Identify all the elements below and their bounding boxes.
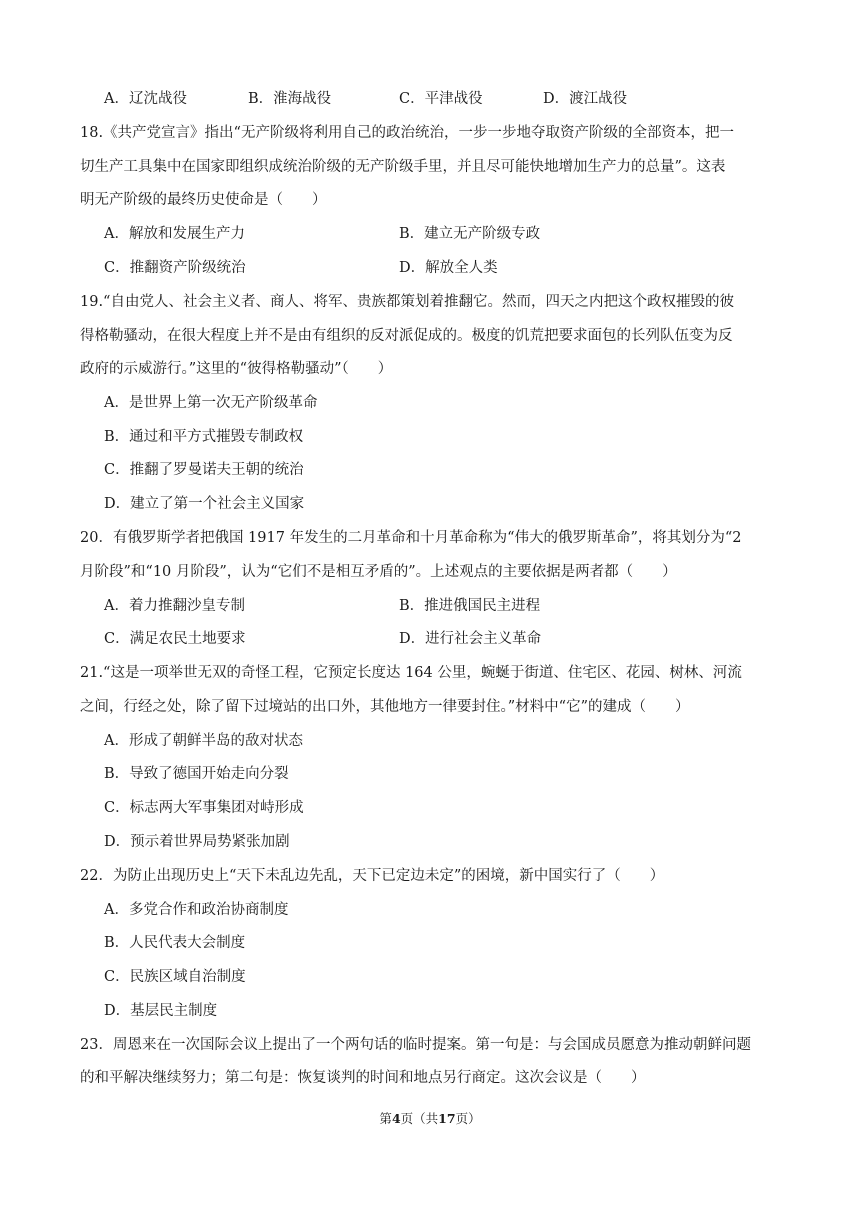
q17-option-b: B．淮海战役 — [248, 91, 332, 107]
q18-option-d: D．解放全人类 — [399, 260, 498, 276]
q19-stem-line: 政府的示威游行。”这里的“彼得格勒骚动”（ ） — [80, 361, 393, 377]
q23-stem-line: 的和平解决继续努力；第二句是：恢复谈判的时间和地点另行商定。这次会议是（ ） — [80, 1070, 646, 1086]
q21-option-c: C．标志两大军事集团对峙形成 — [104, 800, 304, 816]
q19-stem-line: 得格勒骚动，在很大程度上并不是由有组织的反对派促成的。极度的饥荒把要求面包的长列队伍变为反 — [80, 328, 733, 344]
q20-option-d: D．进行社会主义革命 — [399, 631, 542, 647]
page-footer — [0, 1110, 860, 1128]
footer-suffix: 页） — [455, 1111, 481, 1126]
q17-option-c: C．平津战役 — [399, 91, 483, 107]
q17-option-d: D．渡江战役 — [543, 91, 628, 107]
footer-prefix: 第 — [379, 1111, 392, 1126]
q22-option-c: C．民族区域自治制度 — [104, 969, 246, 985]
q21-option-a: A．形成了朝鲜半岛的敌对状态 — [104, 733, 303, 749]
current-page-number: 4 — [391, 1111, 401, 1126]
footer-mid: 页（共 — [400, 1111, 439, 1126]
q20-option-b: B．推进俄国民主进程 — [399, 598, 541, 614]
q22-option-a: A．多党合作和政治协商制度 — [104, 902, 289, 918]
q18-option-c: C．推翻资产阶级统治 — [104, 260, 246, 276]
q19-option-d: D．建立了第一个社会主义国家 — [104, 496, 305, 512]
q18-stem-line: 切生产工具集中在国家即组织成统治阶级的无产阶级手里，并且尽可能快地增加生产力的总量”。这表 — [80, 159, 726, 175]
q18-option-a: A．解放和发展生产力 — [104, 226, 245, 242]
total-page-count: 17 — [438, 1111, 456, 1126]
q19-option-a: A．是世界上第一次无产阶级革命 — [104, 395, 318, 411]
q20-option-c: C．满足农民土地要求 — [104, 631, 246, 647]
q21-stem-line: 之间，行经之处，除了留下过境站的出口外，其他地方一律要封住。”材料中“它”的建成（ ） — [80, 699, 690, 715]
q18-stem-line: 明无产阶级的最终历史使命是（ ） — [80, 192, 327, 208]
q18-stem-line: 18.《共产党宣言》指出“无产阶级将利用自己的政治统治，一步一步地夺取资产阶级的全部资本，把一 — [80, 125, 734, 141]
q21-option-b: B．导致了德国开始走向分裂 — [104, 766, 289, 782]
q22-option-d: D．基层民主制度 — [104, 1003, 218, 1019]
q19-option-b: B．通过和平方式摧毁专制政权 — [104, 429, 304, 445]
q23-stem-line: 23．周恩来在一次国际会议上提出了一个两句话的临时提案。第一句是：与会国成员愿意为推动朝鲜问题 — [80, 1037, 751, 1053]
q20-stem-line: 月阶段”和“10 月阶段”，认为“它们不是相互矛盾的”。上述观点的主要依据是两者都（ ） — [80, 564, 677, 580]
q17-option-a: A．辽沈战役 — [104, 91, 187, 107]
q21-stem-line: 21.“这是一项举世无双的奇怪工程，它预定长度达 164 公里，蜿蜒于街道、住宅区、花园、树林、河流 — [80, 665, 742, 681]
q20-stem-line: 20．有俄罗斯学者把俄国 1917 年发生的二月革命和十月革命称为“伟大的俄罗斯革命”，将其划分为“2 — [80, 530, 742, 546]
q22-option-b: B．人民代表大会制度 — [104, 935, 246, 951]
q18-option-b: B．建立无产阶级专政 — [399, 226, 541, 242]
q19-option-c: C．推翻了罗曼诺夫王朝的统治 — [104, 462, 304, 478]
q20-option-a: A．着力推翻沙皇专制 — [104, 598, 245, 614]
q21-option-d: D．预示着世界局势紧张加剧 — [104, 834, 290, 850]
q19-stem-line: 19.“自由党人、社会主义者、商人、将军、贵族都策划着推翻它。然而，四天之内把这个政权摧毁的彼 — [80, 294, 734, 310]
q22-stem-line: 22．为防止出现历史上“天下未乱边先乱，天下已定边未定”的困境，新中国实行了（ ） — [80, 868, 665, 884]
